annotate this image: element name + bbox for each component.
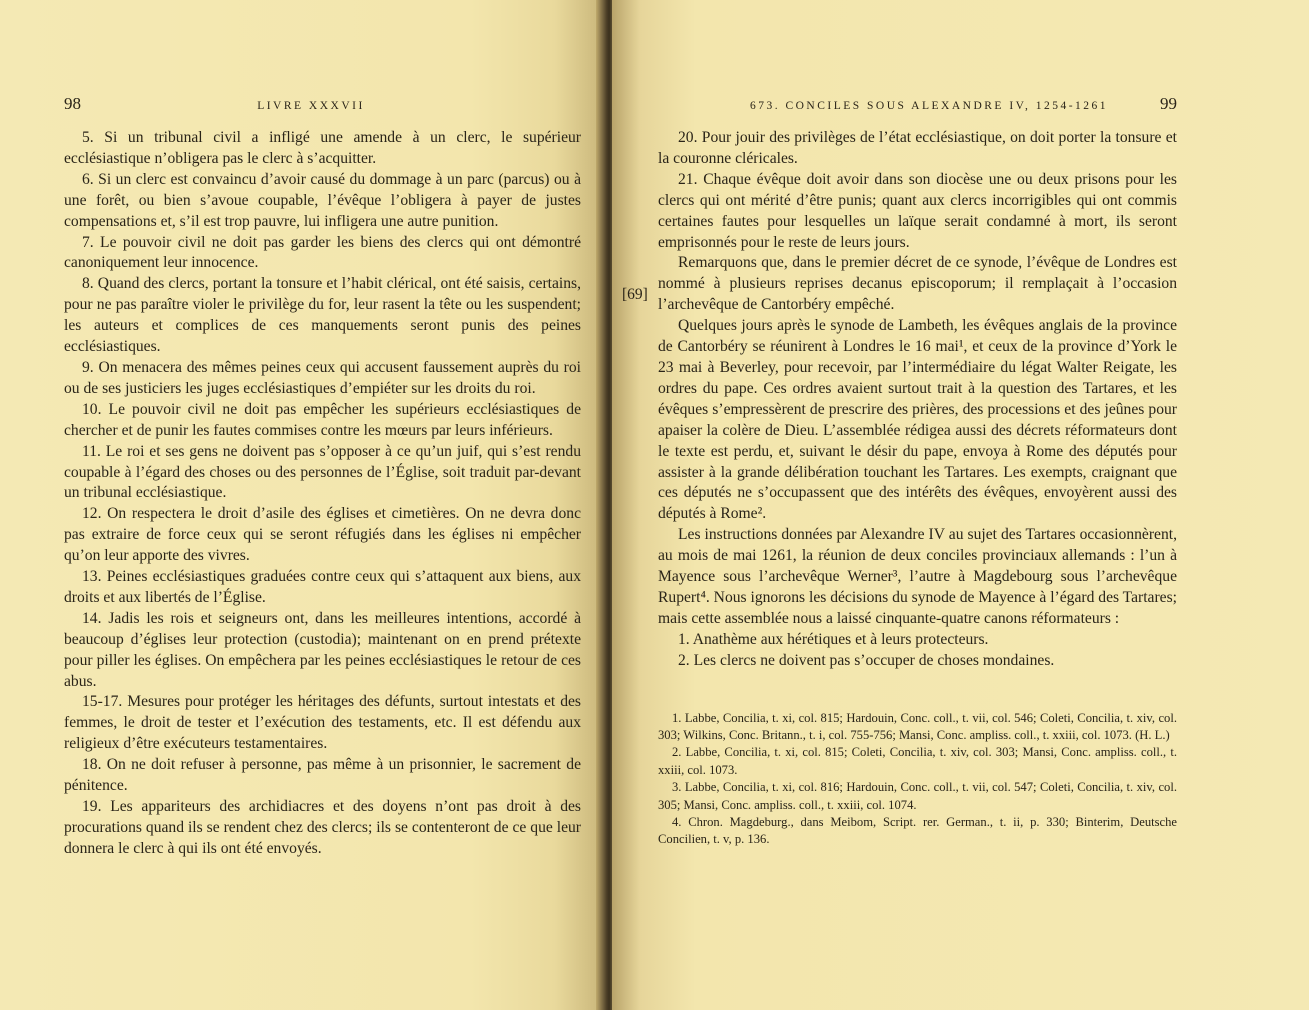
footnote: 2. Labbe, Concilia, t. xi, col. 815; Coleti, Concilia, t. xiv, col. 303; Mansi, Conc. ampliss. coll., t. xxiii, col. 1073.: [658, 745, 1177, 777]
paragraph: 6. Si un clerc est convaincu d’avoir causé du dommage à un parc (parcus) ou à une forêt, ou bien s’avoue coupable, l’évêque l’obligera à payer de justes compensations et, s’il est trop pauvre, lui infligera une autre punition.: [64, 170, 581, 230]
paragraph: 20. Pour jouir des privilèges de l’état ecclésiastique, on doit porter la tonsure et la couronne cléricales.: [658, 129, 1177, 167]
paragraph: Remarquons que, dans le premier décret de ce synode, l’évêque de Londres est nommé à plusieurs reprises decanus episcoporum; il remplaçait à l’occasion l’archevêque de Cantorbéry empêché.: [658, 254, 1177, 314]
paragraph: Quelques jours après le synode de Lambeth, les évêques anglais de la province de Cantorbéry se réunirent à Londres le 16 mai¹, et ceux de la province d’York le 23 mai à Beverley, pour recevoir, par l’intermédiaire du légat Walter Reigate, les ordres du pape. Ces ordres avaient surtout trait à la question des Tartares, et les évêques s’empressèrent de prescrire des prières, des processions et des jeûnes pour apaiser la colère de Dieu. L’assemblée rédigea aussi des décrets réformateurs dont le texte est perdu, et, suivant le désir du pape, envoya à Rome des députés pour assister à la grande délibération touchant les Tartares. Les exempts, craignant que ces députés ne s’occupassent que des intérêts des évêques, envoyèrent aussi des députés à Rome².: [658, 317, 1177, 523]
right-running-title: 673. CONCILES SOUS ALEXANDRE IV, 1254-1261: [749, 100, 1109, 112]
left-running-head: [64, 94, 581, 114]
footnote: 4. Chron. Magdeburg., dans Meibom, Script. rer. German., t. ii, p. 330; Binterim, Deutsche Concilien, t. v, p. 136.: [658, 815, 1177, 847]
right-running-head: [658, 94, 1177, 114]
right-page: [612, 0, 1309, 1010]
paragraph: 2. Les clercs ne doivent pas s’occuper de choses mondaines.: [678, 651, 1055, 669]
paragraph: 21. Chaque évêque doit avoir dans son diocèse une ou deux prisons pour les clercs qui ont mérité d’être punis; quant aux clercs incorrigibles qui ont commis certaines fautes pour lesquelles un laïque serait condamné à mort, ils seront emprisonnés pour le reste de leurs jours.: [658, 170, 1177, 251]
paragraph: 11. Le roi et ses gens ne doivent pas s’opposer à ce qu’un juif, qui s’est rendu coupable à l’égard des choses ou des personnes de l’Église, soit traduit par-devant un tribunal ecclésiastique.: [64, 442, 581, 502]
paragraph: 12. On respectera le droit d’asile des églises et cimetières. On ne devra donc pas extraire de force ceux qui se seront réfugiés dans les églises ni empêcher qu’on leur apporte des vivres.: [64, 505, 581, 565]
paragraph: 1. Anathème aux hérétiques et à leurs protecteurs.: [678, 630, 989, 648]
paragraph: 19. Les appariteurs des archidiacres et des doyens n’ont pas droit à des procurations quand ils se rendent chez des clercs; ils se contenteront de ce que leur donnera le clerc à qui ils ont été envoyés.: [64, 798, 581, 857]
paragraph: 8. Quand des clercs, portant la tonsure et l’habit clérical, ont été saisis, certains, pour ne pas paraître violer le privilège du for, leur rasent la tête ou les suspendent; les auteurs et complices de ces manquements seront punis des peines ecclésiastiques.: [64, 275, 581, 356]
left-page-number: 98: [64, 94, 81, 113]
paragraph: 15-17. Mesures pour protéger les héritages des défunts, surtout intestats et des femmes, le droit de tester et l’exécution des testaments, etc. Il est défendu aux religieux d’être exécuteurs testamentaires.: [64, 693, 581, 753]
left-body-text: [64, 128, 581, 860]
paragraph: 7. Le pouvoir civil ne doit pas garder les biens des clercs qui ont démontré canoniquement leur innocence.: [64, 233, 581, 272]
paragraph: 18. On ne doit refuser à personne, pas même à un prisonnier, le sacrement de pénitence.: [64, 756, 581, 795]
paragraph: 14. Jadis les rois et seigneurs ont, dans les meilleures intentions, accordé à beaucoup d’églises leur protection (custodia); maintenant on en prend prétexte pour piller les églises. On empêchera par les peines ecclésiastiques le retour de ces abus.: [64, 609, 581, 690]
left-page: [0, 0, 603, 1010]
paragraph: 5. Si un tribunal civil a infligé une amende à un clerc, le supérieur ecclésiastique n’obligera pas le clerc à s’acquitter.: [64, 129, 581, 167]
right-page-number: 99: [1160, 94, 1177, 113]
right-body-text: [658, 128, 1177, 672]
margin-page-marker: [69]: [622, 286, 648, 303]
footnotes: [658, 710, 1177, 849]
left-running-title: LIVRE XXXVII: [257, 100, 365, 112]
paragraph: Les instructions données par Alexandre IV au sujet des Tartares occasionnèrent, au mois de mai 1261, la réunion de deux conciles provinciaux allemands : l’un à Mayence sous l’archevêque Werner³, l’autre à Magdebourg sous l’archevêque Rupert⁴. Nous ignorons les décisions du synode de Mayence à l’égard des Tartares; mais cette assemblée nous a laissé cinquante-quatre canons réformateurs :: [658, 526, 1177, 627]
paragraph: 9. On menacera des mêmes peines ceux qui accusent faussement auprès du roi ou de ses justiciers les juges ecclésiastiques d’empiéter sur les droits du roi.: [64, 358, 581, 397]
footnote: 1. Labbe, Concilia, t. xi, col. 815; Hardouin, Conc. coll., t. vii, col. 546; Coleti, Concilia, t. xiv, col. 303; Wilkins, Conc. Britann., t. i, col. 755-756; Mansi, Conc. ampliss. coll., t. xxiii, col. 1073. (H. L.): [658, 710, 1177, 742]
paragraph: 13. Peines ecclésiastiques graduées contre ceux qui s’attaquent aux biens, aux droits et aux libertés de l’Église.: [64, 568, 581, 606]
footnote: 3. Labbe, Concilia, t. xi, col. 816; Hardouin, Conc. coll., t. vii, col. 547; Coleti, Concilia, t. xiv, col. 305; Mansi, Conc. ampliss. coll., t. xxiii, col. 1074.: [658, 780, 1177, 812]
paragraph: 10. Le pouvoir civil ne doit pas empêcher les supérieurs ecclésiastiques de chercher et de punir les fautes commises contre les mœurs par leurs inférieurs.: [64, 400, 581, 439]
